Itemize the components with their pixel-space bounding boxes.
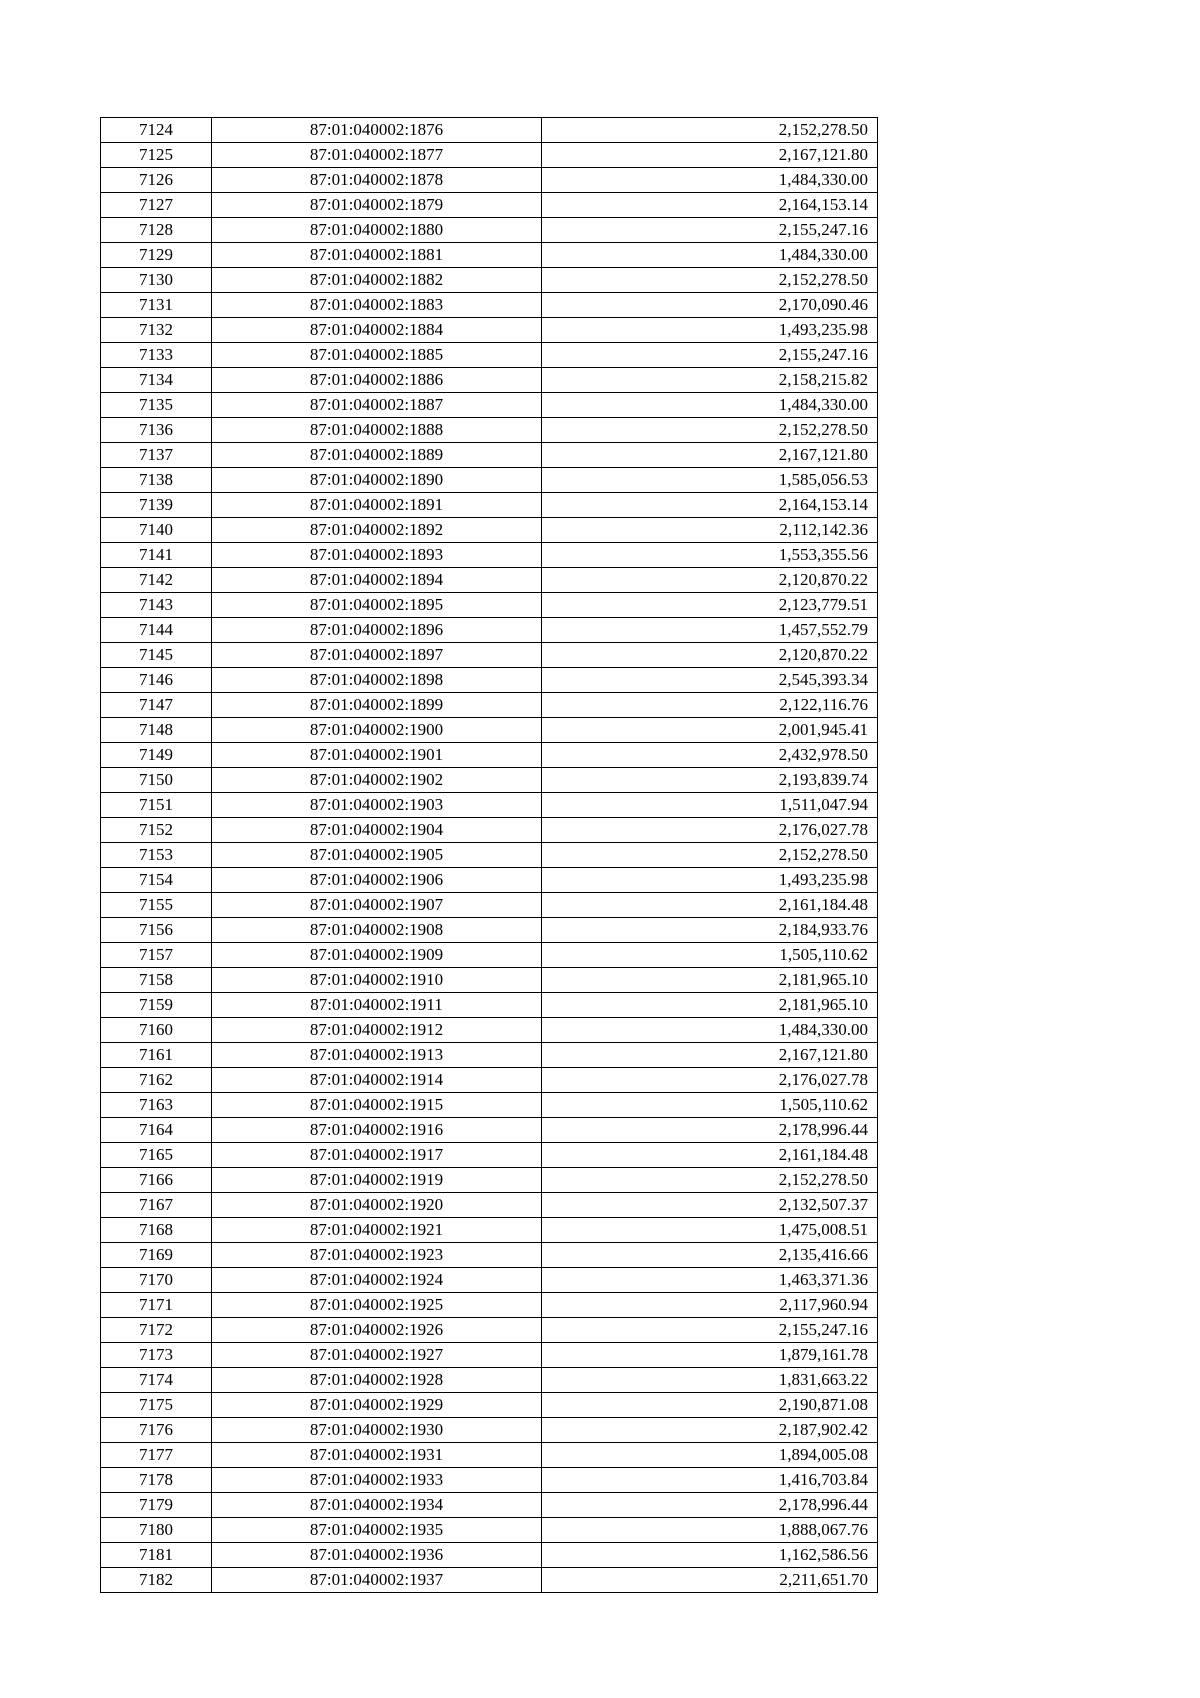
cadastral-number-cell: 87:01:040002:1915 bbox=[212, 1093, 542, 1118]
row-number-cell: 7125 bbox=[101, 143, 212, 168]
value-cell: 1,553,355.56 bbox=[542, 543, 878, 568]
value-cell: 2,155,247.16 bbox=[542, 1318, 878, 1343]
value-cell: 2,181,965.10 bbox=[542, 993, 878, 1018]
row-number-cell: 7146 bbox=[101, 668, 212, 693]
cadastral-number-cell: 87:01:040002:1887 bbox=[212, 393, 542, 418]
row-number-cell: 7174 bbox=[101, 1368, 212, 1393]
cadastral-number-cell: 87:01:040002:1931 bbox=[212, 1443, 542, 1468]
cadastral-number-cell: 87:01:040002:1879 bbox=[212, 193, 542, 218]
cadastral-number-cell: 87:01:040002:1893 bbox=[212, 543, 542, 568]
cadastral-number-cell: 87:01:040002:1886 bbox=[212, 368, 542, 393]
value-cell: 1,475,008.51 bbox=[542, 1218, 878, 1243]
table-row bbox=[101, 768, 878, 793]
row-number-cell: 7169 bbox=[101, 1243, 212, 1268]
cadastral-number-cell: 87:01:040002:1917 bbox=[212, 1143, 542, 1168]
cadastral-number-cell: 87:01:040002:1911 bbox=[212, 993, 542, 1018]
cadastral-number-cell: 87:01:040002:1906 bbox=[212, 868, 542, 893]
value-cell: 2,155,247.16 bbox=[542, 343, 878, 368]
value-cell: 2,155,247.16 bbox=[542, 218, 878, 243]
cadastral-number-cell: 87:01:040002:1930 bbox=[212, 1418, 542, 1443]
cadastral-number-cell: 87:01:040002:1914 bbox=[212, 1068, 542, 1093]
value-cell: 2,152,278.50 bbox=[542, 843, 878, 868]
cadastral-number-cell: 87:01:040002:1902 bbox=[212, 768, 542, 793]
cadastral-number-cell: 87:01:040002:1885 bbox=[212, 343, 542, 368]
row-number-cell: 7178 bbox=[101, 1468, 212, 1493]
table-row bbox=[101, 693, 878, 718]
cadastral-number-cell: 87:01:040002:1910 bbox=[212, 968, 542, 993]
value-cell: 2,161,184.48 bbox=[542, 893, 878, 918]
row-number-cell: 7167 bbox=[101, 1193, 212, 1218]
value-cell: 1,463,371.36 bbox=[542, 1268, 878, 1293]
table-row bbox=[101, 293, 878, 318]
table-row bbox=[101, 193, 878, 218]
cadastral-number-cell: 87:01:040002:1895 bbox=[212, 593, 542, 618]
table-row bbox=[101, 493, 878, 518]
table-row bbox=[101, 1293, 878, 1318]
value-cell: 1,831,663.22 bbox=[542, 1368, 878, 1393]
row-number-cell: 7166 bbox=[101, 1168, 212, 1193]
row-number-cell: 7164 bbox=[101, 1118, 212, 1143]
row-number-cell: 7181 bbox=[101, 1543, 212, 1568]
value-cell: 2,120,870.22 bbox=[542, 643, 878, 668]
table-row bbox=[101, 1193, 878, 1218]
row-number-cell: 7128 bbox=[101, 218, 212, 243]
row-number-cell: 7158 bbox=[101, 968, 212, 993]
row-number-cell: 7175 bbox=[101, 1393, 212, 1418]
cadastral-number-cell: 87:01:040002:1876 bbox=[212, 118, 542, 143]
table-row bbox=[101, 1568, 878, 1593]
cadastral-number-cell: 87:01:040002:1903 bbox=[212, 793, 542, 818]
value-cell: 2,152,278.50 bbox=[542, 418, 878, 443]
value-cell: 2,184,933.76 bbox=[542, 918, 878, 943]
value-cell: 2,001,945.41 bbox=[542, 718, 878, 743]
row-number-cell: 7163 bbox=[101, 1093, 212, 1118]
row-number-cell: 7136 bbox=[101, 418, 212, 443]
value-cell: 1,505,110.62 bbox=[542, 943, 878, 968]
table-row bbox=[101, 918, 878, 943]
cadastral-number-cell: 87:01:040002:1889 bbox=[212, 443, 542, 468]
cadastral-number-cell: 87:01:040002:1925 bbox=[212, 1293, 542, 1318]
row-number-cell: 7141 bbox=[101, 543, 212, 568]
row-number-cell: 7173 bbox=[101, 1343, 212, 1368]
cadastral-number-cell: 87:01:040002:1899 bbox=[212, 693, 542, 718]
table-row bbox=[101, 1243, 878, 1268]
row-number-cell: 7153 bbox=[101, 843, 212, 868]
row-number-cell: 7157 bbox=[101, 943, 212, 968]
row-number-cell: 7139 bbox=[101, 493, 212, 518]
cadastral-number-cell: 87:01:040002:1888 bbox=[212, 418, 542, 443]
row-number-cell: 7140 bbox=[101, 518, 212, 543]
table-row bbox=[101, 1218, 878, 1243]
cadastral-number-cell: 87:01:040002:1920 bbox=[212, 1193, 542, 1218]
table-row bbox=[101, 1393, 878, 1418]
table-row bbox=[101, 718, 878, 743]
row-number-cell: 7162 bbox=[101, 1068, 212, 1093]
table-row bbox=[101, 243, 878, 268]
cadastral-number-cell: 87:01:040002:1877 bbox=[212, 143, 542, 168]
cadastral-number-cell: 87:01:040002:1898 bbox=[212, 668, 542, 693]
row-number-cell: 7148 bbox=[101, 718, 212, 743]
value-cell: 2,132,507.37 bbox=[542, 1193, 878, 1218]
table-row bbox=[101, 1518, 878, 1543]
table-row bbox=[101, 993, 878, 1018]
table-row bbox=[101, 1543, 878, 1568]
value-cell: 2,545,393.34 bbox=[542, 668, 878, 693]
table-row bbox=[101, 1418, 878, 1443]
value-cell: 2,187,902.42 bbox=[542, 1418, 878, 1443]
cadastral-number-cell: 87:01:040002:1923 bbox=[212, 1243, 542, 1268]
value-cell: 1,493,235.98 bbox=[542, 868, 878, 893]
cadastral-number-cell: 87:01:040002:1883 bbox=[212, 293, 542, 318]
value-cell: 2,112,142.36 bbox=[542, 518, 878, 543]
value-cell: 2,190,871.08 bbox=[542, 1393, 878, 1418]
value-cell: 2,164,153.14 bbox=[542, 493, 878, 518]
row-number-cell: 7144 bbox=[101, 618, 212, 643]
row-number-cell: 7127 bbox=[101, 193, 212, 218]
cadastral-number-cell: 87:01:040002:1892 bbox=[212, 518, 542, 543]
value-cell: 1,162,586.56 bbox=[542, 1543, 878, 1568]
value-cell: 2,161,184.48 bbox=[542, 1143, 878, 1168]
cadastral-number-cell: 87:01:040002:1896 bbox=[212, 618, 542, 643]
table-row bbox=[101, 943, 878, 968]
row-number-cell: 7137 bbox=[101, 443, 212, 468]
row-number-cell: 7176 bbox=[101, 1418, 212, 1443]
value-cell: 2,178,996.44 bbox=[542, 1118, 878, 1143]
value-cell: 1,493,235.98 bbox=[542, 318, 878, 343]
cadastral-number-cell: 87:01:040002:1913 bbox=[212, 1043, 542, 1068]
value-cell: 2,167,121.80 bbox=[542, 443, 878, 468]
table-row bbox=[101, 1068, 878, 1093]
cadastral-number-cell: 87:01:040002:1905 bbox=[212, 843, 542, 868]
value-cell: 2,122,116.76 bbox=[542, 693, 878, 718]
value-cell: 1,879,161.78 bbox=[542, 1343, 878, 1368]
table-row bbox=[101, 268, 878, 293]
value-cell: 2,123,779.51 bbox=[542, 593, 878, 618]
table-row bbox=[101, 318, 878, 343]
value-cell: 1,484,330.00 bbox=[542, 168, 878, 193]
value-cell: 2,158,215.82 bbox=[542, 368, 878, 393]
table-row bbox=[101, 1043, 878, 1068]
value-cell: 1,416,703.84 bbox=[542, 1468, 878, 1493]
value-cell: 2,176,027.78 bbox=[542, 1068, 878, 1093]
table-row bbox=[101, 468, 878, 493]
cadastral-number-cell: 87:01:040002:1908 bbox=[212, 918, 542, 943]
row-number-cell: 7151 bbox=[101, 793, 212, 818]
table-row bbox=[101, 543, 878, 568]
cadastral-number-cell: 87:01:040002:1878 bbox=[212, 168, 542, 193]
table-row bbox=[101, 793, 878, 818]
row-number-cell: 7172 bbox=[101, 1318, 212, 1343]
value-cell: 2,152,278.50 bbox=[542, 1168, 878, 1193]
cadastral-number-cell: 87:01:040002:1882 bbox=[212, 268, 542, 293]
value-cell: 2,176,027.78 bbox=[542, 818, 878, 843]
cadastral-number-cell: 87:01:040002:1937 bbox=[212, 1568, 542, 1593]
value-cell: 2,181,965.10 bbox=[542, 968, 878, 993]
cadastral-number-cell: 87:01:040002:1921 bbox=[212, 1218, 542, 1243]
value-cell: 2,164,153.14 bbox=[542, 193, 878, 218]
cadastral-number-cell: 87:01:040002:1912 bbox=[212, 1018, 542, 1043]
row-number-cell: 7155 bbox=[101, 893, 212, 918]
row-number-cell: 7168 bbox=[101, 1218, 212, 1243]
row-number-cell: 7180 bbox=[101, 1518, 212, 1543]
cadastral-number-cell: 87:01:040002:1933 bbox=[212, 1468, 542, 1493]
row-number-cell: 7147 bbox=[101, 693, 212, 718]
row-number-cell: 7124 bbox=[101, 118, 212, 143]
row-number-cell: 7177 bbox=[101, 1443, 212, 1468]
row-number-cell: 7138 bbox=[101, 468, 212, 493]
table-row bbox=[101, 1168, 878, 1193]
table-row bbox=[101, 1143, 878, 1168]
cadastral-number-cell: 87:01:040002:1916 bbox=[212, 1118, 542, 1143]
cadastral-number-cell: 87:01:040002:1904 bbox=[212, 818, 542, 843]
table-row bbox=[101, 443, 878, 468]
value-cell: 2,432,978.50 bbox=[542, 743, 878, 768]
table-row bbox=[101, 818, 878, 843]
table-row bbox=[101, 368, 878, 393]
cadastral-number-cell: 87:01:040002:1919 bbox=[212, 1168, 542, 1193]
row-number-cell: 7145 bbox=[101, 643, 212, 668]
table-row bbox=[101, 668, 878, 693]
cadastral-number-cell: 87:01:040002:1880 bbox=[212, 218, 542, 243]
cadastral-number-cell: 87:01:040002:1881 bbox=[212, 243, 542, 268]
row-number-cell: 7161 bbox=[101, 1043, 212, 1068]
value-cell: 2,135,416.66 bbox=[542, 1243, 878, 1268]
table-row bbox=[101, 868, 878, 893]
row-number-cell: 7152 bbox=[101, 818, 212, 843]
table-row bbox=[101, 118, 878, 143]
table-row bbox=[101, 968, 878, 993]
table-row bbox=[101, 1093, 878, 1118]
row-number-cell: 7150 bbox=[101, 768, 212, 793]
value-cell: 2,167,121.80 bbox=[542, 1043, 878, 1068]
table-row bbox=[101, 168, 878, 193]
row-number-cell: 7131 bbox=[101, 293, 212, 318]
table-row bbox=[101, 618, 878, 643]
table-row bbox=[101, 568, 878, 593]
cadastral-number-cell: 87:01:040002:1926 bbox=[212, 1318, 542, 1343]
row-number-cell: 7159 bbox=[101, 993, 212, 1018]
table-row bbox=[101, 643, 878, 668]
table-row bbox=[101, 843, 878, 868]
table-row bbox=[101, 1318, 878, 1343]
value-cell: 2,178,996.44 bbox=[542, 1493, 878, 1518]
cadastral-number-cell: 87:01:040002:1936 bbox=[212, 1543, 542, 1568]
table-row bbox=[101, 893, 878, 918]
table-row bbox=[101, 743, 878, 768]
table-row bbox=[101, 1368, 878, 1393]
cadastral-number-cell: 87:01:040002:1928 bbox=[212, 1368, 542, 1393]
table-row bbox=[101, 518, 878, 543]
cadastral-number-cell: 87:01:040002:1924 bbox=[212, 1268, 542, 1293]
row-number-cell: 7156 bbox=[101, 918, 212, 943]
table-row bbox=[101, 1468, 878, 1493]
row-number-cell: 7154 bbox=[101, 868, 212, 893]
table-row bbox=[101, 343, 878, 368]
cadastral-number-cell: 87:01:040002:1891 bbox=[212, 493, 542, 518]
value-cell: 1,894,005.08 bbox=[542, 1443, 878, 1468]
cadastral-number-cell: 87:01:040002:1934 bbox=[212, 1493, 542, 1518]
cadastral-number-cell: 87:01:040002:1884 bbox=[212, 318, 542, 343]
table-row bbox=[101, 1268, 878, 1293]
value-cell: 2,193,839.74 bbox=[542, 768, 878, 793]
row-number-cell: 7134 bbox=[101, 368, 212, 393]
value-cell: 2,117,960.94 bbox=[542, 1293, 878, 1318]
row-number-cell: 7143 bbox=[101, 593, 212, 618]
row-number-cell: 7126 bbox=[101, 168, 212, 193]
table-body bbox=[101, 118, 878, 1593]
cadastral-number-cell: 87:01:040002:1897 bbox=[212, 643, 542, 668]
table-row bbox=[101, 1493, 878, 1518]
table-row bbox=[101, 1343, 878, 1368]
value-cell: 2,167,121.80 bbox=[542, 143, 878, 168]
table-row bbox=[101, 1118, 878, 1143]
value-cell: 1,484,330.00 bbox=[542, 1018, 878, 1043]
row-number-cell: 7182 bbox=[101, 1568, 212, 1593]
table-row bbox=[101, 1018, 878, 1043]
table-row bbox=[101, 593, 878, 618]
cadastral-number-cell: 87:01:040002:1927 bbox=[212, 1343, 542, 1368]
cadastral-number-cell: 87:01:040002:1935 bbox=[212, 1518, 542, 1543]
cadastral-number-cell: 87:01:040002:1900 bbox=[212, 718, 542, 743]
row-number-cell: 7179 bbox=[101, 1493, 212, 1518]
row-number-cell: 7130 bbox=[101, 268, 212, 293]
row-number-cell: 7171 bbox=[101, 1293, 212, 1318]
row-number-cell: 7135 bbox=[101, 393, 212, 418]
value-cell: 2,152,278.50 bbox=[542, 268, 878, 293]
value-cell: 1,484,330.00 bbox=[542, 393, 878, 418]
value-cell: 1,505,110.62 bbox=[542, 1093, 878, 1118]
table-row bbox=[101, 218, 878, 243]
cadastral-number-cell: 87:01:040002:1909 bbox=[212, 943, 542, 968]
value-cell: 1,585,056.53 bbox=[542, 468, 878, 493]
row-number-cell: 7142 bbox=[101, 568, 212, 593]
value-cell: 1,511,047.94 bbox=[542, 793, 878, 818]
cadastral-value-table bbox=[100, 117, 878, 1593]
row-number-cell: 7129 bbox=[101, 243, 212, 268]
cadastral-number-cell: 87:01:040002:1929 bbox=[212, 1393, 542, 1418]
row-number-cell: 7132 bbox=[101, 318, 212, 343]
row-number-cell: 7149 bbox=[101, 743, 212, 768]
value-cell: 2,152,278.50 bbox=[542, 118, 878, 143]
cadastral-number-cell: 87:01:040002:1894 bbox=[212, 568, 542, 593]
table-row bbox=[101, 143, 878, 168]
value-cell: 2,211,651.70 bbox=[542, 1568, 878, 1593]
table-row bbox=[101, 1443, 878, 1468]
cadastral-number-cell: 87:01:040002:1890 bbox=[212, 468, 542, 493]
table-row bbox=[101, 393, 878, 418]
value-cell: 1,457,552.79 bbox=[542, 618, 878, 643]
value-cell: 1,888,067.76 bbox=[542, 1518, 878, 1543]
row-number-cell: 7170 bbox=[101, 1268, 212, 1293]
value-cell: 2,170,090.46 bbox=[542, 293, 878, 318]
value-cell: 1,484,330.00 bbox=[542, 243, 878, 268]
cadastral-number-cell: 87:01:040002:1907 bbox=[212, 893, 542, 918]
row-number-cell: 7165 bbox=[101, 1143, 212, 1168]
row-number-cell: 7160 bbox=[101, 1018, 212, 1043]
table-row bbox=[101, 418, 878, 443]
row-number-cell: 7133 bbox=[101, 343, 212, 368]
value-cell: 2,120,870.22 bbox=[542, 568, 878, 593]
cadastral-number-cell: 87:01:040002:1901 bbox=[212, 743, 542, 768]
